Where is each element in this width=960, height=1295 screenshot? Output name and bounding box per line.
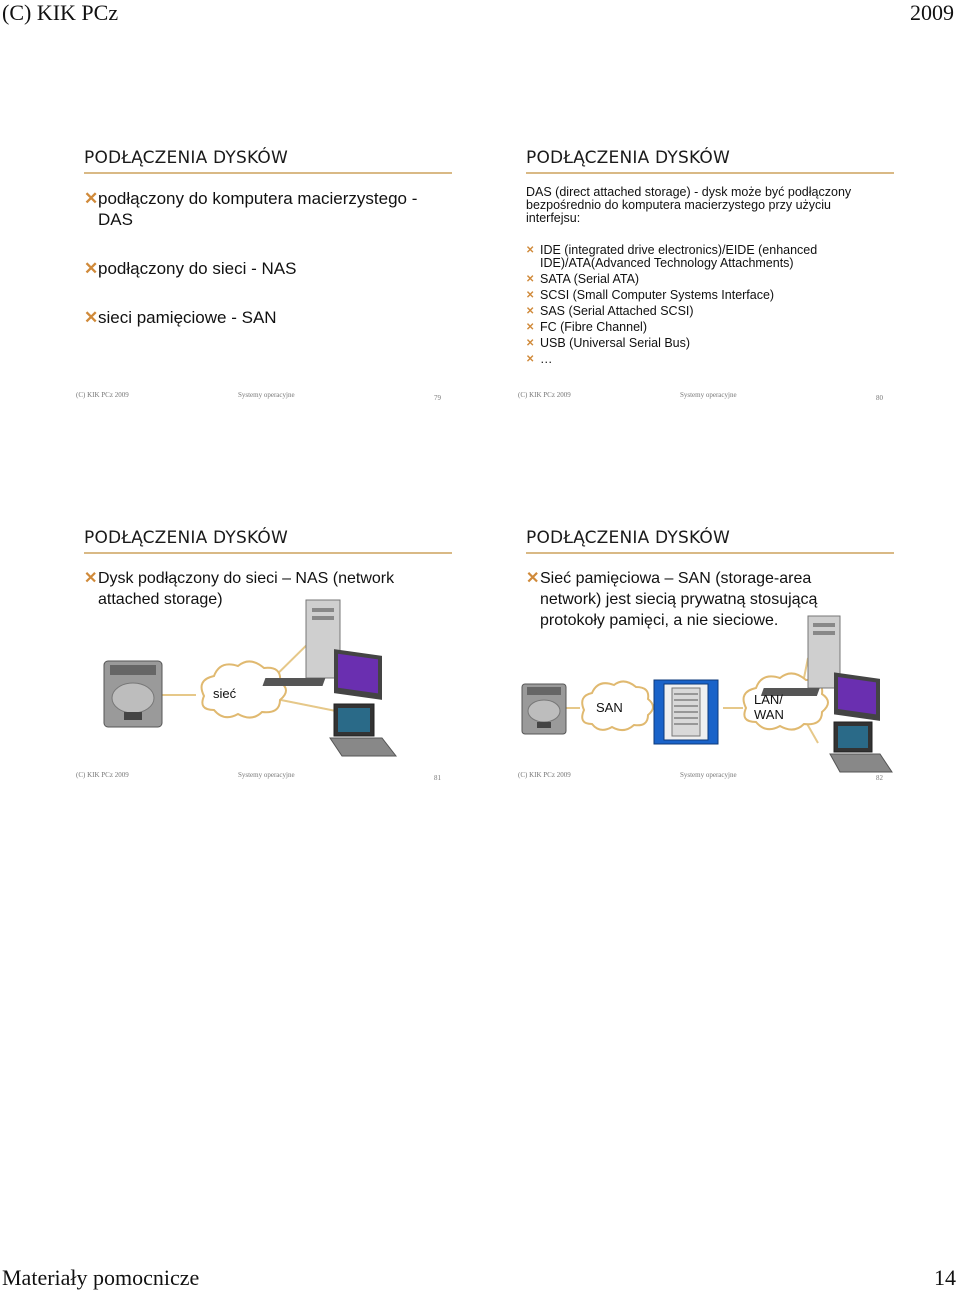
slide-number: 79	[434, 394, 441, 402]
slide-81	[76, 528, 454, 788]
server-rack-icon	[654, 680, 718, 744]
slide-intro-text: DAS (direct attached storage) - dysk może być podłączony bezpośrednio do komputera macierzystego przy użyciu interfejsu:	[526, 185, 852, 225]
cross-bullet-icon: ✕	[526, 245, 535, 256]
slide-footer-mid: Systemy operacyjne	[238, 391, 295, 399]
slide-number: 82	[876, 774, 883, 782]
list-item: ✕ IDE (integrated drive electronics)/EIDE (enhanced IDE)/ATA(Advanced Technology Attachments)	[526, 243, 818, 270]
cross-bullet-icon: ✕	[526, 354, 535, 365]
list-item: ✕ …	[526, 352, 553, 366]
slide-title: PODŁĄCZENIA DYSKÓW	[84, 528, 288, 548]
page-footer-right: 14	[934, 1265, 956, 1290]
slide-79	[76, 148, 454, 408]
list-item: ✕ USB (Universal Serial Bus)	[526, 336, 691, 350]
slide-footer-left: (C) KIK PCz 2009	[518, 771, 571, 779]
slide-title: PODŁĄCZENIA DYSKÓW	[526, 528, 730, 548]
list-item: ✕ podłączony do komputera macierzystego - DAS	[84, 189, 418, 229]
list-item: ✕ SAS (Serial Attached SCSI)	[526, 304, 694, 318]
list-item: ✕ sieci pamięciowe - SAN	[84, 308, 277, 327]
slide-80	[518, 148, 896, 408]
hard-drive-icon	[522, 684, 566, 734]
cross-bullet-icon: ✕	[84, 570, 98, 587]
cross-bullet-icon: ✕	[84, 189, 99, 208]
cross-bullet-icon: ✕	[84, 259, 99, 278]
san-cloud-label: SAN	[596, 700, 623, 715]
cross-bullet-icon: ✕	[84, 308, 99, 327]
san-diagram	[518, 528, 896, 773]
cross-bullet-icon: ✕	[526, 338, 535, 349]
bullet-list	[84, 188, 434, 328]
list-item: ✕ Sieć pamięciowa – SAN (storage-area network) jest siecią prywatną stosującą protokoły pamięci, a nie sieciowe.	[526, 570, 818, 629]
slide-footer-mid: Systemy operacyjne	[680, 391, 737, 399]
cross-bullet-icon: ✕	[526, 306, 535, 317]
cloud-label: sieć	[213, 686, 237, 701]
laptop-icon	[330, 704, 396, 756]
slide-title: PODŁĄCZENIA DYSKÓW	[526, 148, 730, 168]
slide-footer-mid: Systemy operacyjne	[238, 771, 295, 779]
list-item: ✕ FC (Fibre Channel)	[526, 320, 647, 334]
cross-bullet-icon: ✕	[526, 570, 540, 587]
slide-number: 80	[876, 394, 883, 402]
list-item: ✕ SCSI (Small Computer Systems Interface)	[526, 288, 775, 302]
title-underline	[84, 172, 452, 174]
slide-number: 81	[434, 774, 441, 782]
list-item: ✕ podłączony do sieci - NAS	[84, 259, 297, 278]
title-underline	[526, 172, 894, 174]
laptop-icon	[830, 722, 892, 772]
list-item: ✕ SATA (Serial ATA)	[526, 272, 640, 286]
cross-bullet-icon: ✕	[526, 290, 535, 301]
hard-drive-icon	[104, 661, 162, 727]
page-header-left: (C) KIK PCz	[2, 0, 119, 25]
slide-footer-left: (C) KIK PCz 2009	[76, 771, 129, 779]
slide-title: PODŁĄCZENIA DYSKÓW	[84, 148, 288, 168]
bullet-list	[526, 244, 876, 366]
slide-footer-mid: Systemy operacyjne	[680, 771, 737, 779]
cross-bullet-icon: ✕	[526, 274, 535, 285]
page-footer-left: Materiały pomocnicze	[2, 1265, 200, 1290]
lan-wan-cloud-label: LAN/ WAN	[754, 692, 784, 722]
slide-82	[518, 528, 896, 788]
list-item: ✕ Dysk podłączony do sieci – NAS (network attached storage)	[84, 570, 395, 608]
slide-footer-left: (C) KIK PCz 2009	[518, 391, 571, 399]
page-header-right: 2009	[910, 0, 954, 25]
nas-diagram	[84, 528, 454, 773]
slide-footer-left: (C) KIK PCz 2009	[76, 391, 129, 399]
desktop-computer-icon	[262, 600, 382, 700]
cross-bullet-icon: ✕	[526, 322, 535, 333]
